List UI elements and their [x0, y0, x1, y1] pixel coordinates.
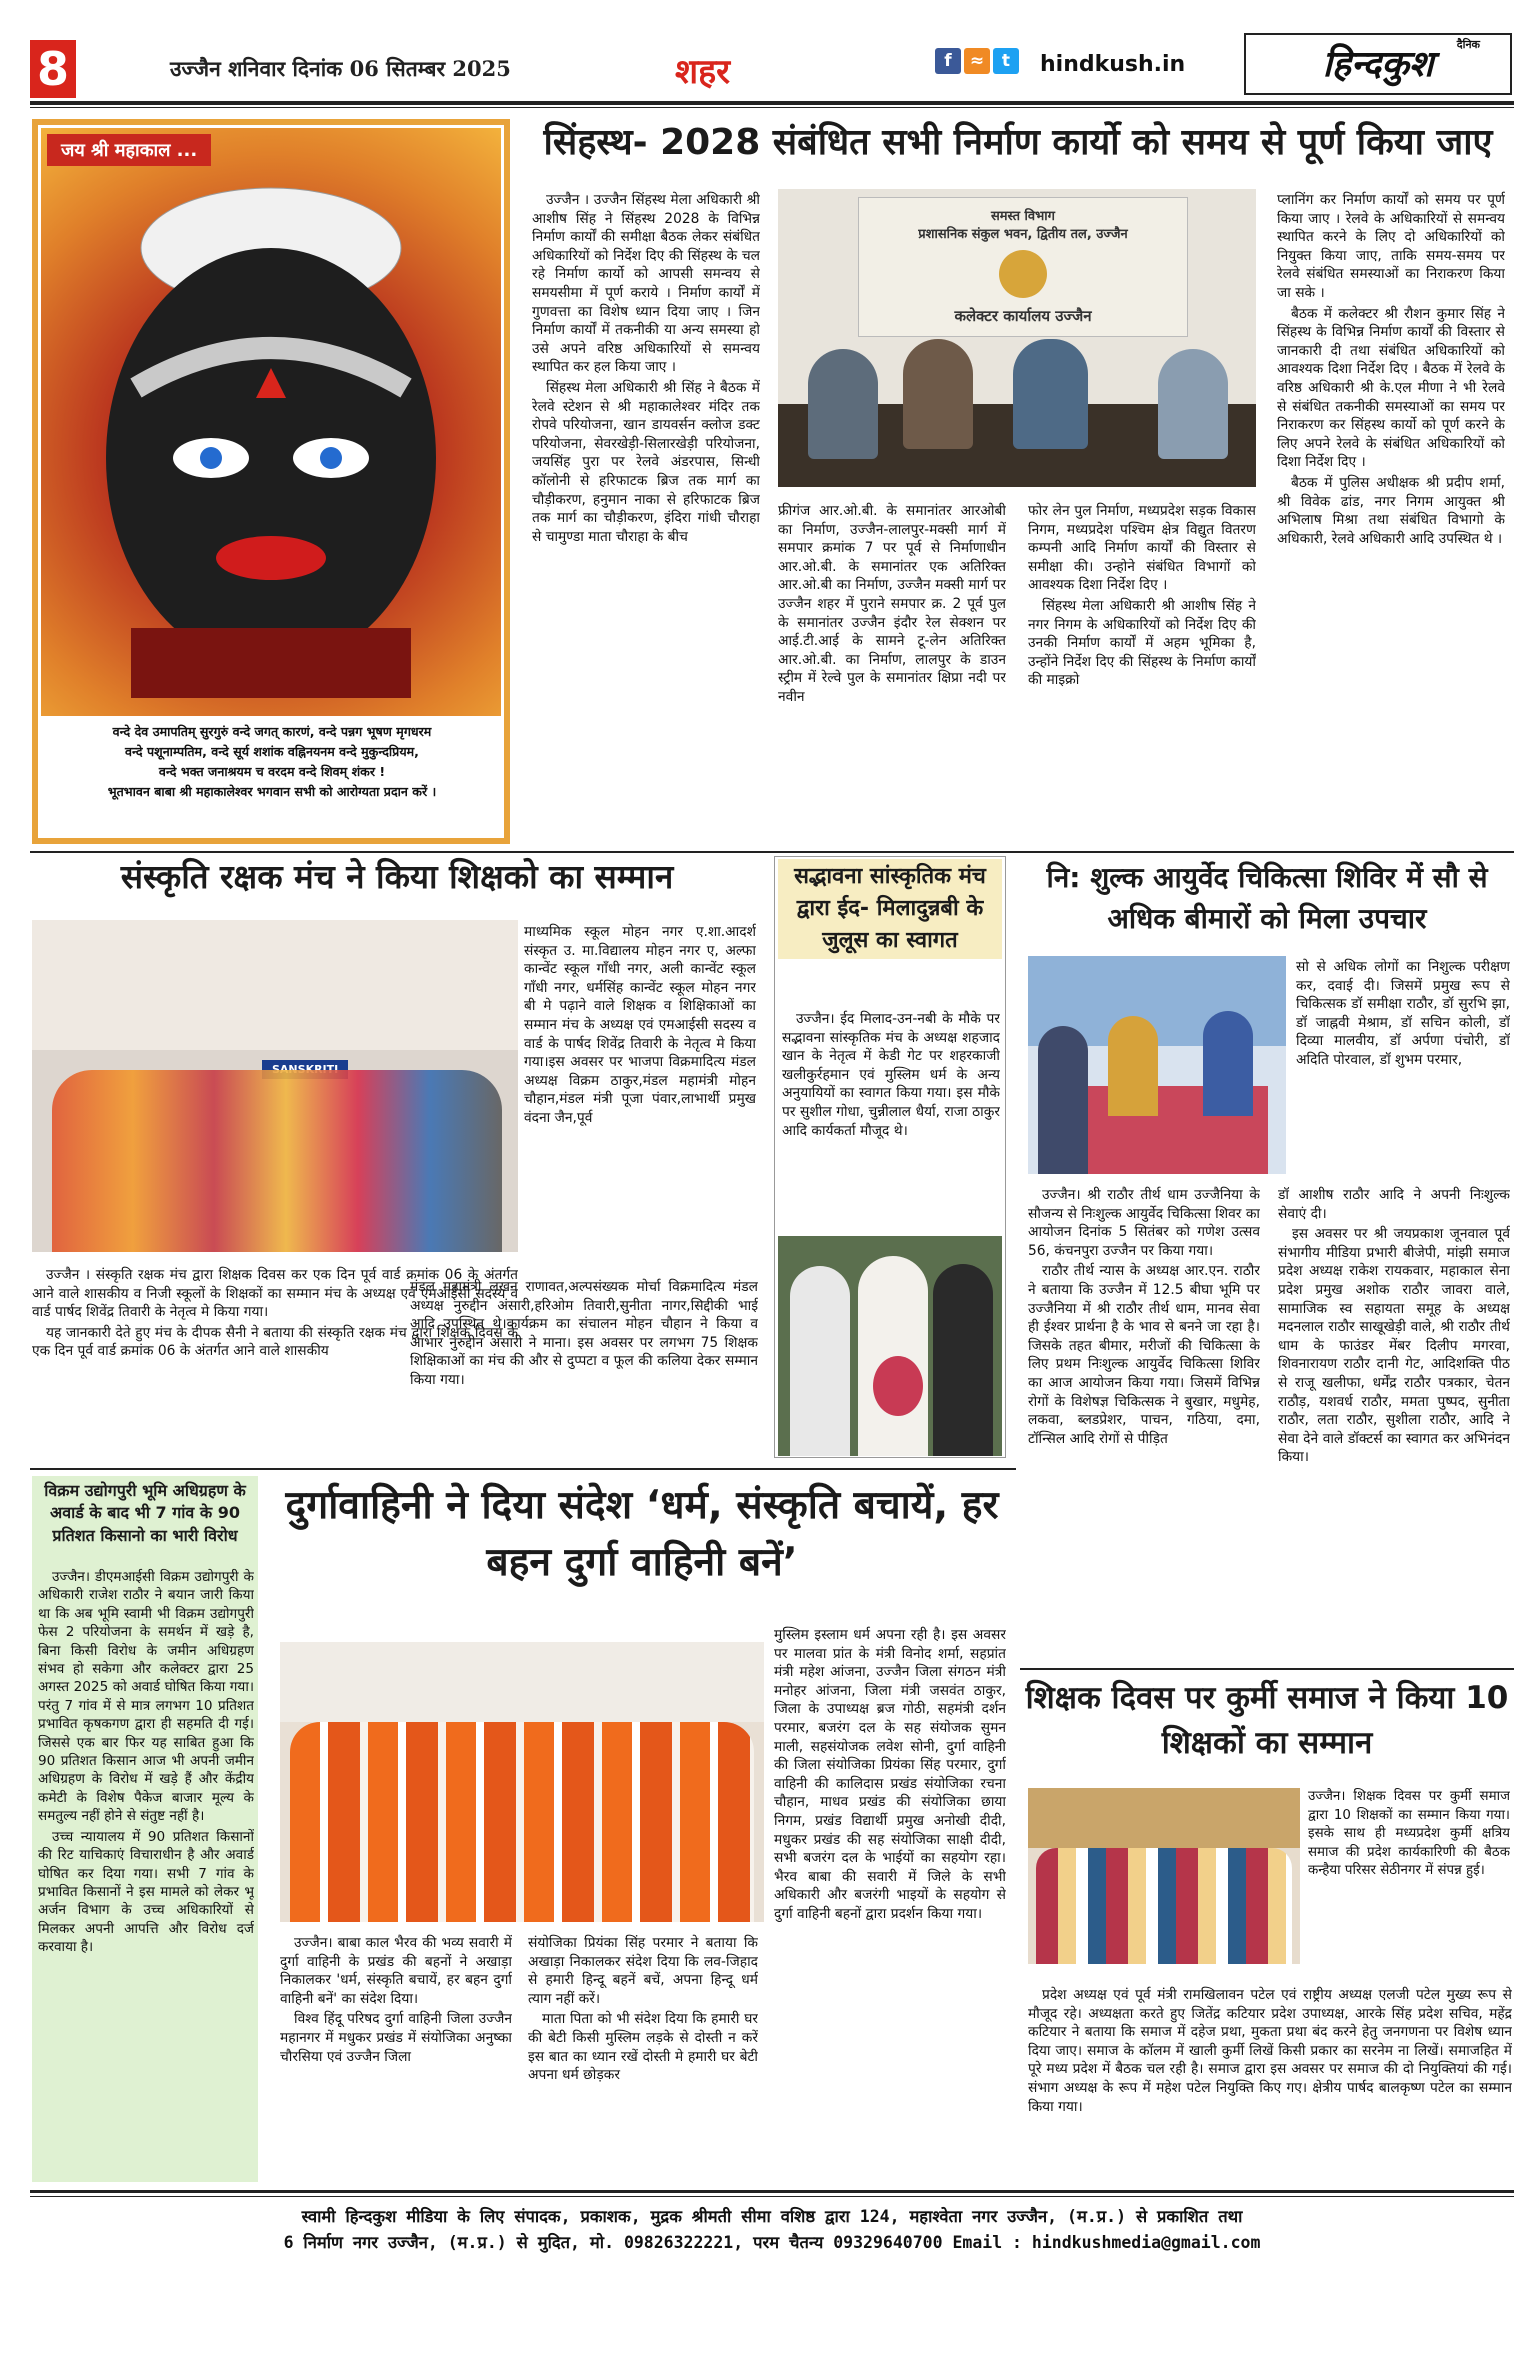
paragraph: उज्जैन। श्री राठौर तीर्थ धाम उज्जैनिया के सौजन्य से निःशुल्क आयुर्वेद चिकित्सा शिवर का आयोजन दिनांक 5 सितंबर को गणेश उत्सव 56, कंचनपुरा उज्जैन पर किया गया।: [1028, 1187, 1260, 1259]
paragraph: सो से अधिक लोगों का निशुल्क परीक्षण कर, दवाई दी। जिसमें प्रमुख रूप से चिकित्सक डॉ समीक्षा राठौर, डॉ सुरभि झा, डॉ जाह्नवी मेश्राम, डॉ सचिन कोली, डॉ दिव्या मालवीय, डॉ अर्पणा पंचोरी, डॉ अदिति पोरवाल, डॉ शुभम परमार,: [1296, 959, 1510, 1068]
paragraph: उच्च न्यायालय में 90 प्रतिशत किसानों की रिट याचिकाएं विचाराधीन है और अवार्ड घोषित कर दिया गया। सभी 7 गांव के प्रभावित किसानों ने इस मामले को लेकर भू अर्जन विभाग के उच्च अधिकारियों से मिलकर अपनी आपत्ति और विरोध दर्ज करवाया है।: [38, 1828, 254, 1956]
verse-line: वन्दे पशूनाम्पतिम, वन्दे सूर्य शशांक वह्निनयनम वन्दे मुकुन्दप्रियम,: [125, 744, 419, 759]
emblem-icon: [999, 250, 1047, 298]
kurmi-beside-photo: [1308, 1788, 1510, 1978]
kurmi-below: [1028, 1986, 1512, 2182]
paragraph: उज्जैन। शिक्षक दिवस पर कुर्मी समाज द्वारा 10 शिक्षकों का सम्मान किया गया। इसके साथ ही मध्यप्रदेश कुर्मी क्षत्रिय समाज की प्रदेश कार्यकारिणी की बैठक कन्हैया परिसर सेठीनगर में संपन्न हुई।: [1308, 1789, 1510, 1879]
photo-sign: कलेक्टर कार्यालय उज्जैन: [954, 307, 1092, 325]
paragraph: माता पिता को भी संदेश दिया कि हमारी घर की बेटी किसी मुस्लिम लड़के से दोस्ती न करें इस बात का ध्यान रखें दोस्ती मे हमारी घर बेटी अपना धर्म छोड़कर: [528, 2011, 758, 2084]
shivling-illustration: [41, 128, 501, 716]
twitter-icon[interactable]: t: [993, 48, 1019, 74]
teachers-photo: [32, 920, 518, 1252]
paragraph: मुस्लिम इस्लाम धर्म अपना रही है। इस अवसर पर मालवा प्रांत के मंत्री विनोद शर्मा, सहप्रांत मंत्री महेश आंजना, उज्जैन जिला संगठन मंत्री मनोहर आंजना, जिला मंत्री जसवंत ठाकुर, जिला के उपाध्यक्ष ब्रज गोठी, सहमंत्री दर्शन परमार, बजरंग दल के सह संयोजक सुमन माली, सहसंयोजक लवेश सोनी, दुर्गा वाहिनी की जिला संयोजिका प्रियंका सिंह परमार, दुर्गा वाहिनी की कालिदास प्रखंड संयोजिका रचना चौहान, माधव प्रखंड की संयोजिका छाया निगम, प्रखंड विद्यार्थी प्रमुख अनोखी दीदी, मधुकर प्रखंड की सह संयोजिका साक्षी दीदी, सभी बजरंग दल के भाईयों का सहयोग रहा। भैरव बाबा की सवारी में जिले के सभी अधिकारी और बजरंगी भाइयों के सहयोग से दुर्गा वाहिनी बहनों द्वारा प्रदर्शन किया गया।: [774, 1627, 1006, 1922]
imprint-line: 6 निर्माण नगर उज्जैन, (म.प्र.) से मुदित, मो. 09826322221, परम चैतन्य 09329640700 Email : hindkushmedia@gmail.com: [283, 2233, 1261, 2252]
dateline: उज्जैन शनिवार दिनांक 06 सितम्बर 2025: [170, 56, 511, 81]
verse-line: भूतभावन बाबा श्री महाकालेश्वर भगवान सभी को आरोग्यता प्रदान करें ।: [107, 784, 437, 799]
section-divider: [30, 851, 1514, 853]
ayurved-headline: नि: शुल्क आयुर्वेद चिकित्सा शिविर में सौ से अधिक बीमारों को मिला उपचार: [1046, 861, 1488, 935]
sadbhavna-headline: सद्भावना सांस्कृतिक मंच द्वारा ईद- मिलादुन्नबी के जुलूस का स्वागत: [778, 859, 1002, 959]
imprint: [30, 2204, 1514, 2256]
paragraph: उज्जैन। डीएमआईसी विक्रम उद्योगपुरी के अधिकारी राजेश राठौर ने बयान जारी किया था कि अब भूमि स्वामी भी विक्रम उद्योगपुरी फेस 2 परियोजना के समर्थन में खड़े है, बिना किसी विरोध के जमीन अधिग्रहण संभव हो सकेगा और कलेक्टर द्वारा 25 अगस्त 2025 को अवार्ड घोषित किया गया। परंतु 7 गांव में से मात्र लगभग 10 प्रतिशत प्रभावित कृषकगण द्वारा ही सहमति दी गई। जिससे एक बार फिर यह साबित हुआ कि 90 प्रतिशत किसान आज भी अपनी जमीन अधिग्रहण के विरोध में खड़े हैं और केंद्रीय कमेटी के विशेष पैकेज बाजार मूल्य के समतुल्य नहीं होने से संतुष्ट नहीं है।: [38, 1569, 254, 1825]
footer-rule-thin: [30, 2196, 1514, 2197]
vikram-headline: विक्रम उद्योगपुरी भूमि अधिग्रहण के अवार्ड के बाद भी 7 गांव के 90 प्रतिशत किसानो का भारी विरोध: [44, 1481, 246, 1545]
paragraph: उज्जैन। ईद मिलाद-उन-नबी के मौके पर सद्भावना सांस्कृतिक मंच के अध्यक्ष शहजाद खान के नेतृत्व में केडी गेट पर शहरकाजी खलीकुर्रहमान एवं मुस्लिम धर्म के अन्य अनुयायियों का स्वागत किया गया। इस मौके पर सुशील गोधा, चुन्नीलाल धैर्या, राजा ठाकुर आदि कार्यकर्ता मौजूद थे।: [782, 1011, 1000, 1139]
paragraph: प्लानिंग कर निर्माण कार्यों को समय पर पूर्ण किया जाए । रेलवे के अधिकारियों से समन्वय स्थापित करने के लिए दो अधिकारियों को नियुक्त किया जाए, ताकि समय-समय पर रेलवे संबंधित समस्याओं का निराकरण किया जा सके ।: [1277, 192, 1505, 301]
paragraph: उज्जैन । उज्जैन सिंहस्थ मेला अधिकारी श्री आशीष सिंह ने सिंहस्थ 2028 के विभिन्न निर्माण कार्यों की समीक्षा बैठक लेकर संबंधित अधिकारियों को निर्देश दिए की सिंहस्थ के चल रहे निर्माण कार्यो को आपसी समन्वय से समयसीमा में पूर्ण कराये । निर्माण कार्यों में गुणवत्ता का विशेष ध्यान दिया जाए । जिन निर्माण कार्यों में तकनीकी या अन्य समस्या हो उसे अपने वरिष्ठ अधिकारियों से समन्वय स्थापित कर हल किया जाए ।: [532, 192, 760, 376]
sanskriti-right-top: [524, 923, 756, 1271]
simhastha-col1: [532, 191, 760, 819]
ayurved-beside-photo: [1296, 958, 1510, 1186]
section-divider: [30, 1468, 1016, 1470]
paragraph: माध्यमिक स्कूल मोहन नगर ए.शा.आदर्श संस्कृत उ. मा.विद्यालय मोहन नगर ए, अल्फा कान्वेंट स्कूल गाँधी नगर, अली कान्वेंट स्कूल गाँधी नगर, धर्मसिंह कान्वेंट स्कूल मोहन नगर बी मे पढ़ाने वाले शिक्षक व शिक्षिकाओं का सम्मान मंच के अध्यक्ष एवं एमआईसी सदस्य व वार्ड के पार्षद शिवेंद्र तिवारी के नेतृत्व मे किया गया।इस अवसर पर भाजपा विक्रमादित्य मंडल अध्यक्ष विक्रम ठाकुर,मंडल महामंत्री मोहन चौहान,मंडल मंत्री पूजा पंवार,लाभार्थी प्रमुख वंदना जैन,पूर्व: [524, 924, 756, 1126]
mahakal-verse: [44, 722, 500, 802]
paragraph: मंडल महामंत्री लखन राणावत,अल्पसंख्यक मोर्चा विक्रमादित्य मंडल अध्यक्ष नुरुद्दीन अंसारी,हरिओम तिवारी,सुनीता नागर,सिद्दीकी भाई आदि उपस्थित थे।कार्यक्रम का संचालन मोहन चौहान ने किया व आभार नुरुद्दीन अंसारी ने माना। इस अवसर पर लगभग 75 शिक्षक शिक्षिकाओं का मंच की और से दुप्पटा व फूल की कलिया देकर सम्मान किया गया।: [410, 1279, 758, 1388]
photo-sign: प्रशासनिक संकुल भवन, द्वितीय तल, उज्जैन: [918, 227, 1128, 242]
masthead-rule-thin: [30, 107, 1514, 108]
paragraph: इस अवसर पर श्री जयप्रकाश जूनवाल पूर्व संभागीय मीडिया प्रभारी बीजेपी, मांझी समाज प्रदेश अध्यक्ष राकेश रायकवार, महाकाल सेना प्रदेश प्रमुख अशोक राठौर जावरा वाले, सामाजिक स्व सहायता समूह के अध्यक्ष मदनलाल राठौर साखूखेड़ी वाले, श्री राठौर तीर्थ धाम के फाउंडर मेंबर दिलीप मगरवा, शिवनारायण राठौर दानी गेट, आदिशक्ति पीठ से राजू खलीफा, धर्मेंद्र राठौर पत्रकार, चेतन राठौड़, यशवर्ध राठौर, ममता पुष्पद, सुनीता राठौर, लता राठौर, सुशीला राठौर, आदि ने सेवा देने वाले डॉक्टर्स का स्वागत कर अभिनंदन किया।: [1278, 1226, 1510, 1466]
paragraph: बैठक में पुलिस अधीक्षक श्री प्रदीप शर्मा, श्री विवेक ढांड, नगर निगम आयुक्त श्री अभिलाष मिश्रा तथा संबंधित विभागो के अधिकारी, रेलवे अधिकारी आदि उपस्थित थे ।: [1277, 474, 1505, 547]
paragraph: राठौर तीर्थ न्यास के अध्यक्ष आर.एन. राठौर ने बताया कि उज्जैन में 12.5 बीघा भूमि पर उज्जैनिया में श्री राठौर तीर्थ धाम, मानव सेवा ही ईश्वर प्रार्थना है के भाव से बनने जा रहा है। जिसके तहत बीमार, मरीजों की चिकित्सा के लिए प्रथम निःशुल्क आयुर्वेद चिकित्सा शिविर का आज आयोजन किया गया। जिसमें विभिन्न रोगों के विशेषज्ञ चिकित्सक ने बुखार, मधुमेह, लकवा, ब्लडप्रेशर, पाचन, गठिया, दमा, टॉन्सिल आदि रोगों से पीड़ित: [1028, 1263, 1260, 1447]
paragraph: बैठक में कलेक्टर श्री रौशन कुमार सिंह ने सिंहस्थ के विभिन्न निर्माण कार्यों की विस्तार से जानकारी दी तथा संबंधित अधिकारियों को आवश्यक दिशा निर्देश दिए । बैठक में रेलवे के वरिष्ठ अधिकारी श्री के.एल मीणा ने भी रेलवे से संबंधित तकनीकी समस्याओं का समय पर निराकरण कर सिंहस्थ कार्यो को पूर्ण करने के लिए अपने रेलवे के संबंधित अधिकारियों को दिशा निर्देश दिए ।: [1277, 305, 1505, 471]
kurmi-photo: [1028, 1788, 1300, 1964]
sadbhavna-photo: [778, 1236, 1002, 1456]
brand-name: हिन्दकुश: [1322, 44, 1434, 85]
sanskriti-right-bottom: [410, 1278, 758, 1458]
section-divider: [1020, 1668, 1514, 1670]
ayurved-photo: [1028, 956, 1286, 1174]
paragraph: फोर लेन पुल निर्माण, मध्यप्रदेश सड़क विकास निगम, मध्यप्रदेश पश्चिम क्षेत्र विद्युत वितरण कम्पनी आदि निर्माण कार्यों की विस्तार से समीक्षा की। उन्होने संबंधित विभागों को आवश्यक दिशा निर्देश दिए ।: [1028, 503, 1256, 594]
vikram-body: [38, 1568, 254, 2178]
social-icons: [935, 48, 1022, 74]
rss-icon[interactable]: ≈: [964, 48, 990, 74]
simhastha-col2: [778, 502, 1006, 820]
footer-rule: [30, 2190, 1514, 2193]
durga-col1: [280, 1934, 512, 2182]
durga-col2: [528, 1934, 758, 2182]
mahakal-banner: जय श्री महाकाल ...: [47, 134, 211, 166]
masthead-rule: [30, 101, 1514, 105]
sanskriti-headline: संस्कृति रक्षक मंच ने किया शिक्षको का सम्मान: [120, 857, 674, 896]
kurmi-headline: शिक्षक दिवस पर कुर्मी समाज ने किया 10 शिक्षकों का सम्मान: [1025, 1680, 1509, 1761]
verse-line: वन्दे भक्त जनाश्रयम च वरदम वन्दे शिवम् शंकर !: [158, 764, 386, 779]
simhastha-col4: [1277, 191, 1505, 821]
brand-small: दैनिक: [1456, 38, 1480, 51]
paragraph: यह जानकारी देते हुए मंच के दीपक सैनी ने बताया की संस्कृति रक्षक मंच द्वारा शिक्षक दिवस के एक दिन पूर्व वार्ड क्रमांक 06 के अंतर्गत आने वाले शासकीय: [32, 1324, 518, 1360]
durga-photo: [280, 1642, 764, 1922]
paragraph: प्रदेश अध्यक्ष एवं पूर्व मंत्री रामखिलावन पटेल एवं राष्ट्रीय अध्यक्ष एलजी पटेल मुख्य रूप से मौजूद रहे। अध्यक्षता करते हुए जितेंद्र कटियार प्रदेश उपाध्यक्ष, आरके सिंह प्रदेश सचिव, महेंद्र कटियार ने बताया कि समाज में दहेज प्रथा, मुकता प्रथा बंद करने हेतु जनगणना पर विशेष ध्यान दिया जाए। समाज के कॉलम में खाली कुर्मी लिखें किसी प्रकार का सरनेम ना लिखें। समाजहित में पूरे मध्य प्रदेश में बैठक चल रही है। समाज द्वारा इस अवसर पर समाज की दो नियुक्तियां की गई। संभाग अध्यक्ष के रूप में महेश पटेल नियुक्ति किए गए। क्षेत्रीय पार्षद बालकृष्ण पटेल का सम्मान किया गया।: [1028, 1987, 1512, 2115]
simhastha-col3: [1028, 502, 1256, 820]
ayurved-left: [1028, 1186, 1260, 1610]
section-title: शहर: [675, 52, 731, 92]
photo-sign: समस्त विभाग: [991, 209, 1055, 224]
paragraph: संयोजिका प्रियंका सिंह परमार ने बताया कि अखाड़ा निकालकर संदेश दिया कि लव-जिहाद से हमारी हिन्दू बहनें बचें, अपना हिन्दू धर्म त्याग नहीं करें।: [528, 1935, 758, 2007]
paragraph: सिंहस्थ मेला अधिकारी श्री सिंह ने बैठक में रेलवे स्टेशन से श्री महाकालेश्वर मंदिर तक रोपवे परियोजना, खान डायवर्सन क्लोज डक्ट परियोजना, सेवरखेड़ी-सिलारखेड़ी परियोजना, जयसिंह पुरा पर रेलवे अंडरपास, सिन्धी कॉलोनी से हरिफाटक ब्रिज तक मार्ग का चौड़ीकरण, हनुमान नाका से हरिफाटक ब्रिज तक मार्ग का चौड़ीकरण, इंदिरा गांधी चौराहा से चामुण्डा माता चौराहा के बीच: [532, 379, 760, 545]
durga-headline: दुर्गावाहिनी ने दिया संदेश ‘धर्म, संस्कृति बचायें, हर बहन दुर्गा वाहिनी बनें’: [285, 1483, 999, 1585]
sadbhavna-body: [782, 1010, 1000, 1230]
imprint-line: स्वामी हिन्दकुश मीडिया के लिए संपादक, प्रकाशक, मुद्रक श्रीमती सीमा वशिष्ठ द्वारा 124, महाश्वेता नगर उज्जैन, (म.प्र.) से प्रकाशित तथा: [301, 2207, 1243, 2226]
ayurved-right: [1278, 1186, 1510, 1610]
simhastha-headline: सिंहस्थ- 2028 संबंधित सभी निर्माण कार्यो को समय से पूर्ण किया जाए: [543, 122, 1493, 163]
paragraph: डॉ आशीष राठौर आदि ने अपनी निःशुल्क सेवाएं दी।: [1278, 1187, 1510, 1222]
facebook-icon[interactable]: f: [935, 48, 961, 74]
durga-col3: [774, 1626, 1006, 2182]
brand-logo: [1244, 33, 1512, 95]
paragraph: उज्जैन। बाबा काल भैरव की भव्य सवारी में दुर्गा वाहिनी के प्रखंड की बहनों ने अखाड़ा निकालकर 'धर्म, संस्कृति बचायें, हर बहन दुर्गा वाहिनी बनें' का संदेश दिया।: [280, 1935, 512, 2007]
meeting-photo: [778, 189, 1256, 487]
website-link[interactable]: hindkush.in: [1040, 52, 1186, 77]
mahakal-photo: [41, 128, 501, 716]
paragraph: फ्रीगंज आर.ओ.बी. के समानांतर आरओबी का निर्माण, उज्जैन-लालपुर-मक्सी मार्ग में समपार क्रमांक 7 पर पूर्व से निर्माणाधीन आर.ओ.बी. के समानांतर एक अतिरिक्त आर.ओ.बी का निर्माण, उज्जैन मक्सी मार्ग पर उज्जैन शहर में पुराने समपार क्र. 2 पूर्व पुल के समानांतर उज्जैन इंदौर रेल सेक्शन पर आई.टी.आई के सामने टू-लेन अतिरिक्त आर.ओ.बी. का निर्माण, लालपुर के डाउन स्ट्रीम में रेल्वे पुल के समानांतर क्षिप्रा नदी पर नवीन: [778, 503, 1006, 705]
paragraph: विश्व हिंदू परिषद दुर्गा वाहिनी जिला उज्जैन महानगर में मधुकर प्रखंड में संयोजिका अनुष्का चौरसिया एवं उज्जैन जिला: [280, 2011, 512, 2065]
paragraph: सिंहस्थ मेला अधिकारी श्री आशीष सिंह ने नगर निगम के अधिकारियों को निर्देश दिए की उनकी निर्माण कार्यों में अहम भूमिका है, उन्होंने निर्देश दिए की सिंहस्थ के निर्माण कार्यों की माइक्रो: [1028, 597, 1256, 689]
paragraph: उज्जैन । संस्कृति रक्षक मंच द्वारा शिक्षक दिवस कर एक दिन पूर्व वार्ड क्रमांक 06 के अंतर्गत आने वाले शासकीय व निजी स्कूलों के शिक्षकों का सम्मान मंच के अध्यक्ष एवं एमआईसी सदस्य व वार्ड पार्षद शिवेंद्र तिवारी के नेतृत्व मे किया गया।: [32, 1267, 518, 1321]
page-number: 8: [30, 40, 76, 98]
verse-line: वन्दे देव उमापतिम् सुरगुरुं वन्दे जगत् कारणं, वन्दे पन्नग भूषण मृगधरम: [112, 724, 432, 739]
